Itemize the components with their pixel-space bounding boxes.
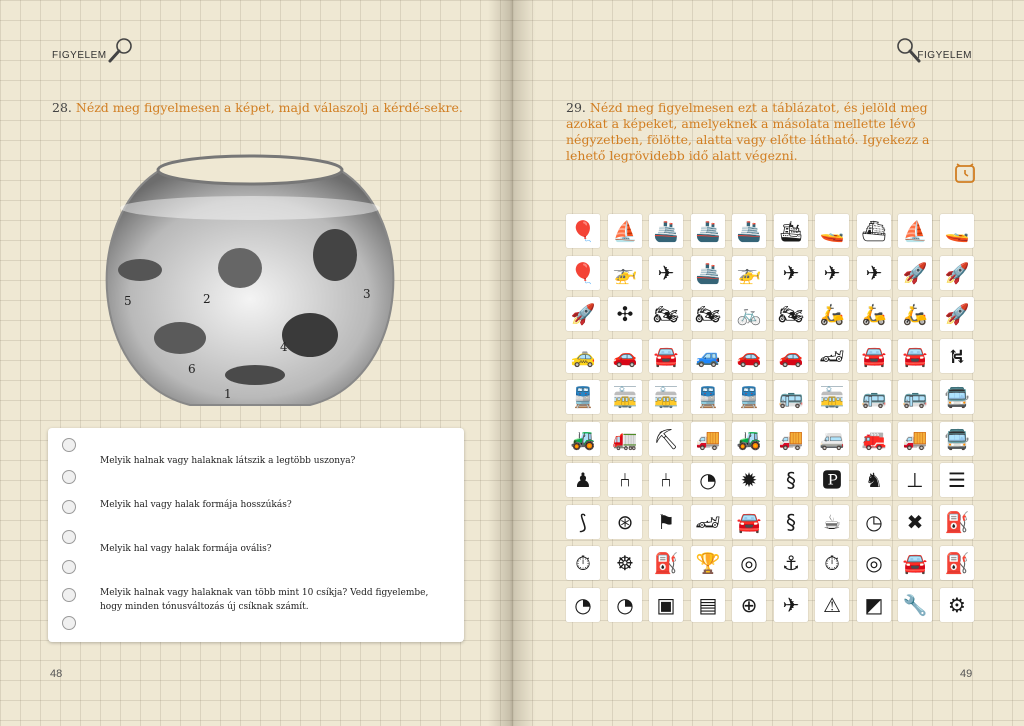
task-text: Nézd meg figyelmesen a képet, majd válaszolj a kérdé-sekre. xyxy=(75,100,463,115)
task-28 xyxy=(52,100,472,116)
train-icon[interactable]: 🚆 xyxy=(691,380,725,414)
page-number-right: 49 xyxy=(960,668,973,680)
rocket-icon[interactable]: 🚀 xyxy=(566,297,600,331)
fuel-pump-icon[interactable]: ⛽ xyxy=(649,546,683,580)
road-sign-icon[interactable]: ⚠ xyxy=(815,588,849,622)
tools-icon[interactable]: ✖ xyxy=(898,505,932,539)
answer-circle[interactable] xyxy=(62,438,76,452)
question-3: Melyik hal vagy halak formája ovális? xyxy=(100,544,272,554)
rocket-icon[interactable]: 🚀 xyxy=(940,297,974,331)
helicopter-icon[interactable]: 🚁 xyxy=(608,256,642,290)
fish-label-3: 3 xyxy=(363,287,371,301)
sportscar-icon[interactable]: 🏎 xyxy=(815,339,849,373)
question-1: Melyik halnak vagy halaknak látszik a legtöbb uszonya? xyxy=(100,456,356,466)
race-car-icon[interactable]: 🏎 xyxy=(691,505,725,539)
tractor-icon[interactable]: 🚜 xyxy=(566,422,600,456)
convertible-icon[interactable]: 🚗 xyxy=(774,339,808,373)
page-header-left: FIGYELEM xyxy=(52,50,107,61)
alarm-clock-icon xyxy=(954,162,976,184)
icon-grid xyxy=(566,214,974,622)
taxi-icon[interactable]: 🚕 xyxy=(566,339,600,373)
jet-icon[interactable]: ✈ xyxy=(857,256,891,290)
scooter-icon[interactable]: 🛵 xyxy=(815,297,849,331)
speedometer-icon[interactable]: ◔ xyxy=(566,588,600,622)
headlight-icon[interactable]: ☰ xyxy=(940,463,974,497)
task-number: 29. xyxy=(566,100,586,115)
answer-circle[interactable] xyxy=(62,500,76,514)
tanker-icon[interactable]: 🚢 xyxy=(732,214,766,248)
car-front-icon[interactable]: 🚘 xyxy=(649,339,683,373)
delivery-truck-icon[interactable]: 🚚 xyxy=(898,422,932,456)
double-bus-icon[interactable]: 🚍 xyxy=(940,380,974,414)
ship-wheel-icon[interactable]: ☸ xyxy=(608,546,642,580)
checkered-flag-icon[interactable]: ⚑ xyxy=(649,505,683,539)
bus-icon[interactable]: 🚌 xyxy=(857,380,891,414)
car-front-icon[interactable]: 🚘 xyxy=(898,546,932,580)
trophy-icon[interactable]: 🏆 xyxy=(691,546,725,580)
cruise-ship-icon[interactable]: 🛳 xyxy=(774,214,808,248)
scooter-icon[interactable]: 🛵 xyxy=(857,297,891,331)
answer-circle[interactable] xyxy=(62,588,76,602)
bus-icon[interactable]: 🚌 xyxy=(774,380,808,414)
car-battery-icon[interactable]: ▤ xyxy=(691,588,725,622)
answer-circle[interactable] xyxy=(62,470,76,484)
truck-icon[interactable]: 🚚 xyxy=(691,422,725,456)
tire-icon[interactable]: ◎ xyxy=(732,546,766,580)
moose-sign-icon[interactable]: ♞ xyxy=(857,463,891,497)
time-gauge-icon[interactable]: ◷ xyxy=(857,505,891,539)
question-4: Melyik halnak vagy halaknak van több mint 10 csíkja? Vedd figyelembe, hogy minden tónusváltozás új csíknak számít. xyxy=(100,588,429,612)
drone-icon[interactable]: ✣ xyxy=(608,297,642,331)
excavator-icon[interactable]: ⛏ xyxy=(649,422,683,456)
truck-icon[interactable]: 🚚 xyxy=(774,422,808,456)
pirate-ship-icon[interactable]: ⛵ xyxy=(898,214,932,248)
fish-label-4: 4 xyxy=(280,340,288,354)
bus-icon[interactable]: 🚌 xyxy=(898,380,932,414)
ferry-icon[interactable]: ⛴ xyxy=(857,214,891,248)
engine-icon[interactable]: ⚙ xyxy=(940,588,974,622)
fish-label-2: 2 xyxy=(203,292,211,306)
coffee-icon[interactable]: ☕ xyxy=(815,505,849,539)
stopwatch-icon[interactable]: ⏱ xyxy=(815,546,849,580)
car-icon[interactable]: 🚗 xyxy=(608,339,642,373)
tram-icon[interactable]: 🚋 xyxy=(608,380,642,414)
piston-icon[interactable]: ⊥ xyxy=(898,463,932,497)
speedboat-icon[interactable]: 🚤 xyxy=(815,214,849,248)
answer-circle[interactable] xyxy=(62,560,76,574)
task-number: 28. xyxy=(52,100,72,115)
cargo-ship-icon[interactable]: 🚢 xyxy=(649,214,683,248)
seat-icon[interactable]: ⑃ xyxy=(608,463,642,497)
speedometer-icon[interactable]: ◔ xyxy=(691,463,725,497)
fish-label-5: 5 xyxy=(124,294,132,308)
fishbowl-illustration xyxy=(100,150,400,412)
fire-truck-icon[interactable]: 🚒 xyxy=(857,422,891,456)
battery-icon[interactable]: ▣ xyxy=(649,588,683,622)
answer-circle[interactable] xyxy=(62,530,76,544)
fire-icon[interactable]: ✹ xyxy=(732,463,766,497)
question-2: Melyik hal vagy halak formája hosszúkás? xyxy=(100,500,292,510)
answer-circle[interactable] xyxy=(62,616,76,630)
fish-label-6: 6 xyxy=(188,362,196,376)
plane-icon[interactable]: ✈ xyxy=(774,256,808,290)
bicycle-icon[interactable]: 🚲 xyxy=(732,297,766,331)
tram-icon[interactable]: 🚋 xyxy=(649,380,683,414)
gear-stick-icon[interactable]: ♟ xyxy=(566,463,600,497)
train-icon[interactable]: 🚆 xyxy=(566,380,600,414)
tram-icon[interactable]: 🚋 xyxy=(815,380,849,414)
book-gutter xyxy=(488,0,536,726)
anchor-icon[interactable]: ⚓ xyxy=(774,546,808,580)
balloon-icon[interactable]: 🎈 xyxy=(566,214,600,248)
tire-icon[interactable]: ◎ xyxy=(857,546,891,580)
suv-icon[interactable]: 🚙 xyxy=(691,339,725,373)
seat-icon[interactable]: ⑃ xyxy=(649,463,683,497)
jet-icon[interactable]: ✈ xyxy=(815,256,849,290)
road-icon[interactable]: ⛕ xyxy=(940,339,974,373)
ship-icon[interactable]: 🚢 xyxy=(691,214,725,248)
car-wash-icon[interactable]: 🚘 xyxy=(732,505,766,539)
cement-truck-icon[interactable]: 🚛 xyxy=(608,422,642,456)
motorbike-icon[interactable]: 🏍 xyxy=(774,297,808,331)
motorcycle-icon[interactable]: 🏍 xyxy=(649,297,683,331)
stopwatch-icon[interactable]: ⏱ xyxy=(566,546,600,580)
page-header-right: FIGYELEM xyxy=(917,50,972,61)
double-bus-icon[interactable]: 🚍 xyxy=(940,422,974,456)
wrench-icon[interactable]: 🔧 xyxy=(898,588,932,622)
airplane-front-icon[interactable]: ✈ xyxy=(649,256,683,290)
task-text: Nézd meg figyelmesen ezt a táblázatot, és jelöld meg azokat a képeket, amelyeknek a másolata mellette lévő négyzetben, fölötte, alatta vagy előtte látható. Igyekezz a lehető legrövidebb idő alatt végezni. xyxy=(566,100,930,163)
rocket-icon[interactable]: 🚀 xyxy=(940,256,974,290)
balloon-icon[interactable]: 🎈 xyxy=(566,256,600,290)
car-front-icon[interactable]: 🚘 xyxy=(857,339,891,373)
moped-icon[interactable]: 🛵 xyxy=(898,297,932,331)
helicopter-icon[interactable]: 🚁 xyxy=(732,256,766,290)
train-icon[interactable]: 🚆 xyxy=(732,380,766,414)
fuel-pump-icon[interactable]: ⛽ xyxy=(940,546,974,580)
ship-icon[interactable]: 🚢 xyxy=(691,256,725,290)
motorcycle-icon[interactable]: 🏍 xyxy=(691,297,725,331)
magnifier-icon xyxy=(107,36,135,64)
oil-can-icon[interactable]: ⛽ xyxy=(940,505,974,539)
parking-icon[interactable]: 🅿 xyxy=(815,463,849,497)
curve-road-icon[interactable]: § xyxy=(774,505,808,539)
van-icon[interactable]: 🚐 xyxy=(815,422,849,456)
car-front-icon[interactable]: 🚘 xyxy=(898,339,932,373)
sedan-icon[interactable]: 🚗 xyxy=(732,339,766,373)
speedometer-icon[interactable]: ◔ xyxy=(608,588,642,622)
rocket-icon[interactable]: 🚀 xyxy=(898,256,932,290)
bulldozer-icon[interactable]: 🚜 xyxy=(732,422,766,456)
racetrack-icon[interactable]: ⟆ xyxy=(566,505,600,539)
task-29 xyxy=(566,100,966,164)
curve-road-icon[interactable]: § xyxy=(774,463,808,497)
gearbox-icon[interactable]: ⊕ xyxy=(732,588,766,622)
questions-card xyxy=(48,428,464,642)
steering-wheel-icon[interactable]: ⊛ xyxy=(608,505,642,539)
sailboat-icon[interactable]: ⛵ xyxy=(608,214,642,248)
jetski-icon[interactable]: 🚤 xyxy=(940,214,974,248)
fish-label-1: 1 xyxy=(224,387,232,401)
plane-icon[interactable]: ✈ xyxy=(774,588,808,622)
car-door-icon[interactable]: ◩ xyxy=(857,588,891,622)
page-number-left: 48 xyxy=(50,668,63,680)
